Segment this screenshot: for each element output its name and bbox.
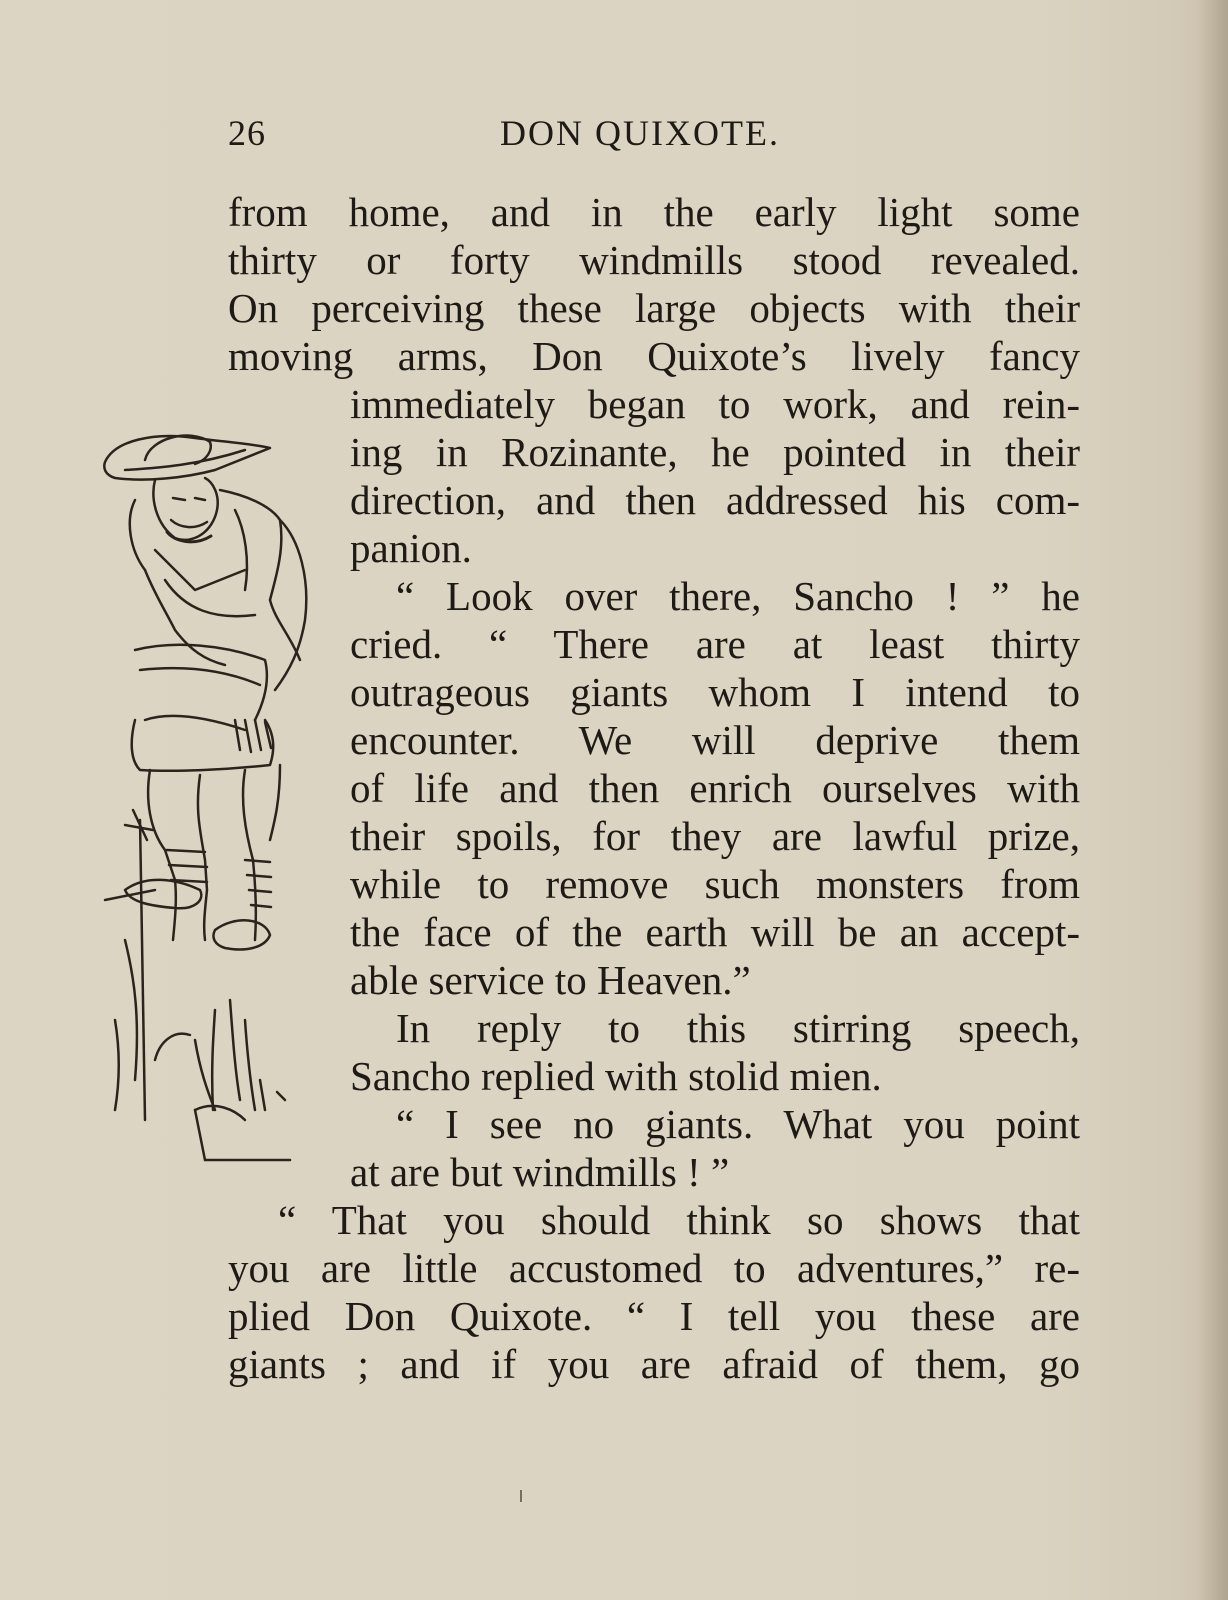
text-line: you are little accustomed to adventures,” re- — [228, 1245, 1080, 1291]
page-speck — [520, 1490, 522, 1502]
text-line: while to remove such monsters from — [350, 861, 1080, 907]
text-line: moving arms, Don Quixote’s lively fancy — [228, 333, 1080, 379]
text-line: “ I see no giants. What you point — [396, 1101, 1080, 1147]
text-line: On perceiving these large objects with their — [228, 285, 1080, 331]
text-line: ing in Rozinante, he pointed in their — [350, 429, 1080, 475]
text-line: “ That you should think so shows that — [278, 1197, 1080, 1243]
text-line: the face of the earth will be an accept- — [350, 909, 1080, 955]
text-line: “ Look over there, Sancho ! ” he — [396, 573, 1080, 619]
text-line: plied Don Quixote. “ I tell you these are — [228, 1293, 1080, 1339]
text-line: immediately began to work, and rein- — [350, 381, 1080, 427]
text-line: panion. — [350, 525, 472, 571]
text-line: from home, and in the early light some — [228, 189, 1080, 235]
running-head — [228, 112, 1078, 162]
page-edge-shadow — [1198, 0, 1228, 1600]
text-line: thirty or forty windmills stood revealed. — [228, 237, 1080, 283]
page-title: DON QUIXOTE. — [500, 113, 780, 153]
text-line: giants ; and if you are afraid of them, go — [228, 1341, 1080, 1387]
text-line: at are but windmills ! ” — [350, 1149, 730, 1195]
text-line: direction, and then addressed his com- — [350, 477, 1080, 523]
text-line: encounter. We will deprive them — [350, 717, 1080, 763]
text-line: able service to Heaven.” — [350, 957, 751, 1003]
text-line: In reply to this stirring speech, — [396, 1005, 1080, 1051]
text-line: of life and then enrich ourselves with — [350, 765, 1080, 811]
text-line: outrageous giants whom I intend to — [350, 669, 1080, 715]
sancho-panza-drawing-icon — [95, 420, 355, 1180]
text-line: cried. “ There are at least thirty — [350, 621, 1080, 667]
text-line: Sancho replied with stolid mien. — [350, 1053, 882, 1099]
page-number: 26 — [228, 113, 266, 153]
text-line: their spoils, for they are lawful prize, — [350, 813, 1080, 859]
